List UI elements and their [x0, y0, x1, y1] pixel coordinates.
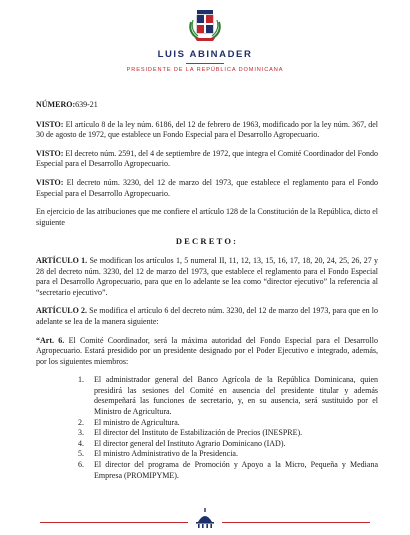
visto-label: VISTO:: [36, 177, 64, 187]
article-paragraph: [36, 256, 378, 298]
president-name: LUIS ABINADER: [157, 49, 253, 60]
list-item: [72, 439, 378, 450]
list-item: [72, 418, 378, 429]
palace-dome-icon: [193, 506, 217, 530]
quote-text: El Comité Coordinador, será la máxima autoridad del Fondo Especial para el Desarrollo Agropecuario. Estará presidido por un presidente designado por el Poder Ejecutivo e integrado, además, por los siguientes miembros:: [36, 335, 378, 366]
list-number: 5.: [78, 449, 84, 459]
number-label: NÚMERO:: [36, 100, 76, 109]
president-title: PRESIDENTE DE LA REPÚBLICA DOMINICANA: [126, 67, 284, 73]
visto-paragraph: [36, 149, 378, 170]
visto-paragraph: [36, 120, 378, 141]
list-text: El director del Instituto de Estabilización de Precios (INESPRE).: [94, 428, 303, 438]
decree-number: [36, 100, 378, 111]
visto-text: El artículo 8 de la ley núm. 6186, del 12 de febrero de 1963, modificado por la ley núm. 367, del 30 de agosto de 1972, que establece un Fondo Especial para el Desarrollo Agropecuario.: [36, 119, 378, 140]
list-item: [72, 375, 378, 417]
list-number: 3.: [78, 428, 84, 438]
decree-body: [36, 100, 378, 481]
header-divider: [186, 63, 224, 64]
list-text: El ministro de Agricultura.: [94, 417, 180, 427]
members-list: [36, 375, 378, 481]
quoted-article: [36, 336, 378, 368]
visto-label: VISTO:: [36, 148, 64, 158]
number-value: 639-21: [75, 100, 98, 109]
list-item: [72, 460, 378, 481]
visto-text: El decreto núm. 3230, del 12 de marzo del 1973, que establece el reglamento para el Fondo Especial para el Desarrollo Agropecuario.: [36, 177, 378, 198]
list-text: El director general del Instituto Agrario Dominicano (IAD).: [94, 438, 286, 448]
list-number: 1.: [78, 375, 84, 385]
list-text: El administrador general del Banco Agrícola de la República Dominicana, quien presidirá las sesiones del Comité en ausencia del presidente titular y además desempeñará las funciones de secretario, y, en su ausencia, será sustituido por el Ministro de Agricultura.: [94, 375, 378, 417]
footer-line-left: [40, 522, 188, 523]
visto-label: VISTO:: [36, 119, 64, 129]
article-label: ARTÍCULO 1.: [36, 255, 88, 265]
footer-line-right: [222, 522, 370, 523]
coat-of-arms-icon: [185, 4, 225, 44]
preamble: En ejercicio de las atribuciones que me confiere el artículo 128 de la Constitución de la República, dicto el siguiente: [36, 207, 378, 227]
decreto-heading: DECRETO:: [175, 236, 239, 247]
quote-label: “Art. 6.: [36, 335, 65, 345]
article-paragraph: [36, 306, 378, 327]
article-label: ARTÍCULO 2.: [36, 306, 87, 316]
visto-text: El decreto núm. 2591, del 4 de septiembre de 1972, que integra el Comité Coordinador del Fondo Especial para el Desarrollo Agropecuario.: [36, 148, 379, 169]
list-item: [72, 428, 378, 439]
visto-paragraph: [36, 178, 378, 199]
list-number: 4.: [78, 438, 84, 448]
article-text: Se modifican los artículos 1, 5 numeral II, 11, 12, 13, 15, 16, 17, 18, 20, 24, 25, 26, 27 y 28 del decreto núm. 3230, del 12 de marzo del 1973, que establece el reglamento para el Fondo Especial para el Desarrollo Agropecuario, para que en lo adelante se lea como “director ejecutivo” la referencia al “secretario ejecutivo”.: [36, 255, 378, 297]
list-text: El director del programa de Promoción y Apoyo a la Micro, Pequeña y Mediana Empresa (PROMIPYME).: [94, 460, 378, 480]
list-item: [72, 449, 378, 460]
list-text: El ministro Administrativo de la Presidencia.: [94, 449, 238, 459]
article-text: Se modifica el artículo 6 del decreto núm. 3230, del 12 de marzo del 1973, para que en lo adelante se lea de la manera siguiente:: [36, 306, 378, 326]
list-number: 2.: [78, 417, 84, 427]
list-number: 6.: [78, 460, 84, 470]
